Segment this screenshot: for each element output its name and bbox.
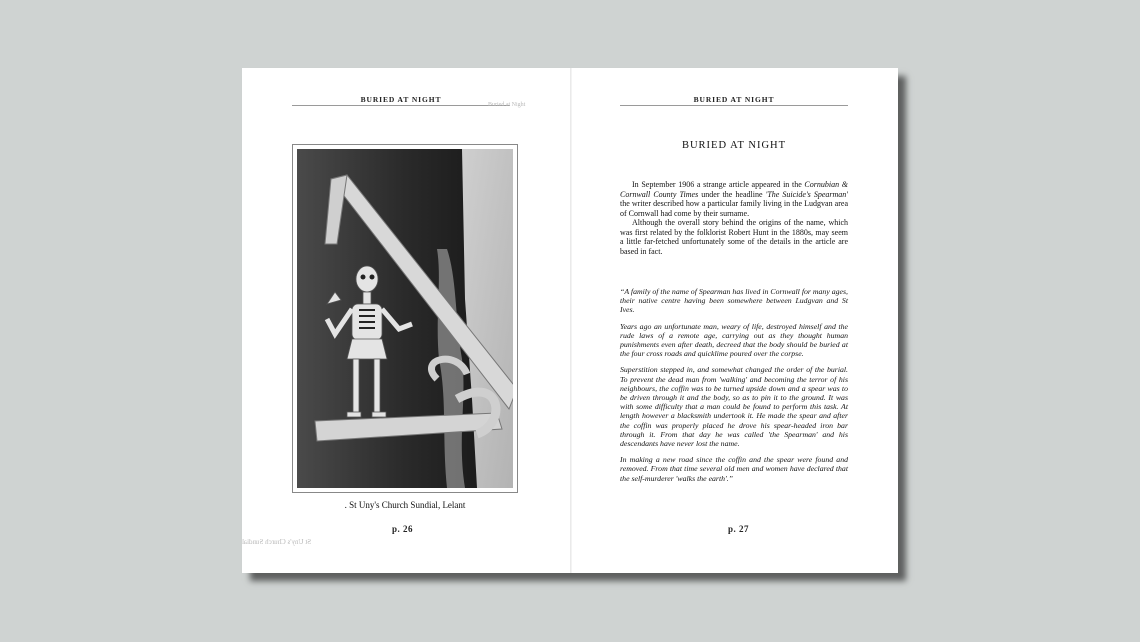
chapter-title: BURIED AT NIGHT bbox=[681, 140, 787, 151]
quote-paragraph: Superstition stepped in, and somewhat changed the order of the burial. To prevent the dead man from 'walking' and becoming the terror of his neighbours, the coffin was to be turned upside down and a spear was to be driven through it and the body, so as to pin it to the ground. It was with some difficulty that a man could be found to perform this task. At length however a blacksmith undertook it. He made the spear and after the coffin was properly placed he drove his spear-headed iron bar through it. From that day he was called 'the Spearman' and his descendants have never lost the name. bbox=[620, 365, 848, 449]
intro-p1-b: under the headline bbox=[698, 189, 766, 199]
ghost-text: Buried at Night bbox=[488, 102, 526, 108]
caption-prefix: . bbox=[344, 500, 350, 510]
intro-publication: Cornubian & Cornwall County Times bbox=[620, 180, 848, 199]
running-head-left: BURIED AT NIGHT bbox=[360, 95, 442, 104]
right-page bbox=[572, 68, 898, 573]
sundial-photo bbox=[297, 149, 513, 488]
sundial-skeleton-image bbox=[297, 149, 513, 488]
intro-p1-a: In September 1906 a strange article appeared in the bbox=[632, 180, 805, 189]
quote-paragraph: In making a new road since the coffin and the spear were found and removed. From that time several old men and women have declared that the self-murderer 'walks the earth'.” bbox=[620, 455, 848, 483]
intro-p1-c: the writer described how a particular family living in the Ludgvan area of Cornwall had come by their surname. bbox=[620, 199, 848, 218]
running-head-right: BURIED AT NIGHT bbox=[693, 95, 775, 104]
photo-caption bbox=[292, 500, 518, 510]
book-spread bbox=[242, 68, 898, 573]
quotation bbox=[620, 287, 848, 490]
left-page bbox=[242, 68, 570, 573]
caption-text: St Uny's Church Sundial, Lelant bbox=[349, 500, 466, 510]
ghost-text-mirrored: St Uny's Church Sundial bbox=[242, 538, 312, 546]
intro-headline: 'The Suicide's Spearman' bbox=[765, 189, 849, 199]
quote-paragraph: Years ago an unfortunate man, weary of life, destroyed himself and the rude laws of a remote age, carrying out as they thought human punishments even after death, decreed that the body should be buried at the four cross roads and quicklime poured over the corpse. bbox=[620, 321, 848, 359]
intro-paragraph-1 bbox=[620, 180, 848, 218]
folio-right: p. 27 bbox=[728, 524, 750, 534]
head-rule-right bbox=[620, 105, 848, 106]
head-rule-left bbox=[292, 105, 510, 106]
photo-frame bbox=[292, 144, 518, 493]
quote-paragraph: “A family of the name of Spearman has lived in Cornwall for many ages, their native centre having been somewhere between Ludgvan and St Ives. bbox=[620, 287, 848, 315]
intro-paragraph-2: Although the overall story behind the origins of the name, which was first related by the folklorist Robert Hunt in the 1880s, may seem a little far-fetched unfortunately some of the details in the article are based in fact. bbox=[620, 218, 848, 256]
intro-text bbox=[620, 180, 848, 256]
folio-left: p. 26 bbox=[392, 524, 414, 534]
